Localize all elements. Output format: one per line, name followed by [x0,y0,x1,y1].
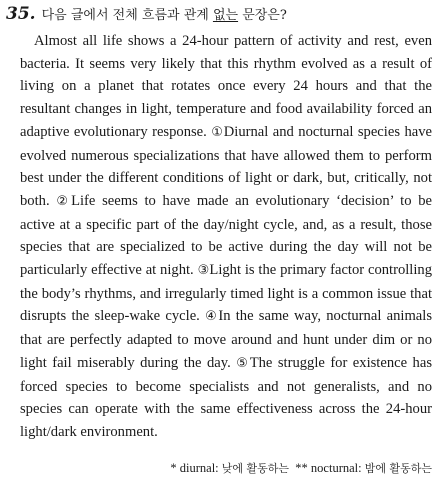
choice-marker-3[interactable]: ③ [197,263,210,279]
sentence-5: The struggle for existence has forced species to become specialists and not generalists, and no species can operate with the same effectiveness across the 24-hour light/dark environment. [20,354,433,440]
footnote-def-2: 밤에 활동하는 [364,462,432,475]
sentence-3: Light is the primary factor controlling the body’s rhythms, and irregularly timed light is a common issue that disrupts the sleep-wake cycle. [20,262,433,325]
choice-marker-4[interactable]: ④ [205,309,219,325]
prompt-before: 다음 글에서 전체 흐름과 관계 [41,8,213,23]
question-header [6,4,287,24]
question-prompt [42,4,287,23]
footnote [170,460,432,476]
choice-marker-2[interactable]: ② [56,193,72,209]
sentence-4: In the same way, nocturnal animals that are perfectly adapted to move around and hunt under dim or no light fail miserably during the day. [20,308,433,371]
prompt-underlined: 없는 [212,8,239,23]
footnote-term-2: ** nocturnal: [289,461,365,475]
choice-marker-5[interactable]: ⑤ [236,355,250,371]
passage [20,30,432,444]
footnote-term-1: * diurnal: [170,461,222,475]
footnote-def-1: 낮에 활동하는 [221,462,290,475]
prompt-after: 문장은? [238,8,287,23]
sentence-1: Diurnal and nocturnal species have evolved numerous specializations that have allowed them to perform best under the different conditions of light or dark, but, critically, not both. [20,123,432,209]
sentence-2: Life seems to have made an evolutionary ‘decision’ to be active at a specific part of the day/night cycle, and, as a result, those species that are specialized to be active during the day will not be particularly effective at night. [20,192,432,279]
question-number: 35. [6,4,36,24]
choice-marker-1[interactable]: ① [211,124,224,140]
passage-intro: Almost all life shows a 24-hour pattern of activity and rest, even bacteria. It seems very likely that this rhythm evolved as a result of living on a planet that rotates once every 24 hours and that the resultant changes in light, temperature and food availability forced an adaptive evolutionary response. [20,33,432,140]
